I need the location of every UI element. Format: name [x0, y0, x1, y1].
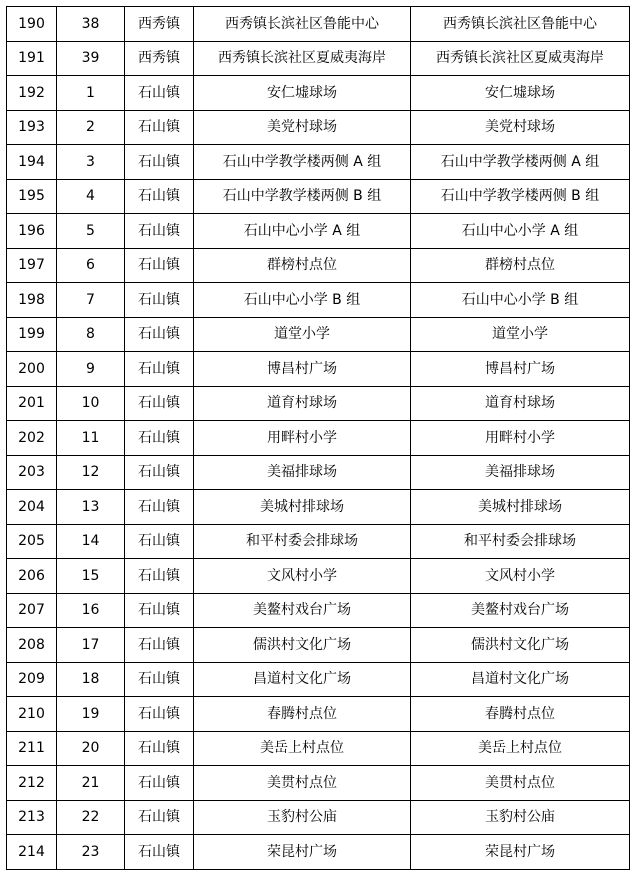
table-row [7, 490, 630, 525]
town-index-cell: 10 [57, 386, 125, 421]
row-number-cell: 199 [7, 317, 57, 352]
row-number-cell: 194 [7, 145, 57, 180]
site-name-cell: 西秀镇长滨社区夏威夷海岸 [411, 41, 630, 76]
table-row [7, 524, 630, 559]
town-cell: 石山镇 [125, 628, 194, 663]
site-cell: 西秀镇长滨社区鲁能中心 [194, 7, 411, 42]
site-name-cell: 道育村球场 [411, 386, 630, 421]
site-name-cell: 荣昆村广场 [411, 835, 630, 870]
site-name-cell: 道堂小学 [411, 317, 630, 352]
town-cell: 石山镇 [125, 455, 194, 490]
site-cell: 美城村排球场 [194, 490, 411, 525]
town-cell: 西秀镇 [125, 7, 194, 42]
town-cell: 石山镇 [125, 524, 194, 559]
town-index-cell: 13 [57, 490, 125, 525]
town-index-cell: 12 [57, 455, 125, 490]
table-row [7, 421, 630, 456]
site-cell: 和平村委会排球场 [194, 524, 411, 559]
site-cell: 道堂小学 [194, 317, 411, 352]
site-cell: 美福排球场 [194, 455, 411, 490]
row-number-cell: 198 [7, 283, 57, 318]
town-cell: 石山镇 [125, 179, 194, 214]
table-row [7, 697, 630, 732]
town-cell: 石山镇 [125, 766, 194, 801]
town-cell: 石山镇 [125, 593, 194, 628]
town-index-cell: 39 [57, 41, 125, 76]
row-number-cell: 214 [7, 835, 57, 870]
row-number-cell: 203 [7, 455, 57, 490]
town-cell: 石山镇 [125, 697, 194, 732]
site-cell: 美贯村点位 [194, 766, 411, 801]
site-cell: 石山中学教学楼两侧 B 组 [194, 179, 411, 214]
row-number-cell: 210 [7, 697, 57, 732]
site-name-cell: 美岳上村点位 [411, 731, 630, 766]
row-number-cell: 200 [7, 352, 57, 387]
site-name-cell: 美贯村点位 [411, 766, 630, 801]
row-number-cell: 197 [7, 248, 57, 283]
table-row [7, 800, 630, 835]
town-cell: 石山镇 [125, 110, 194, 145]
site-name-cell: 美党村球场 [411, 110, 630, 145]
table-row [7, 110, 630, 145]
table-row [7, 317, 630, 352]
town-index-cell: 16 [57, 593, 125, 628]
site-name-cell: 儒洪村文化广场 [411, 628, 630, 663]
town-index-cell: 18 [57, 662, 125, 697]
town-index-cell: 19 [57, 697, 125, 732]
town-cell: 石山镇 [125, 317, 194, 352]
table-row [7, 593, 630, 628]
row-number-cell: 195 [7, 179, 57, 214]
site-cell: 石山中学教学楼两侧 A 组 [194, 145, 411, 180]
town-cell: 石山镇 [125, 386, 194, 421]
site-name-cell: 美鳌村戏台广场 [411, 593, 630, 628]
table-row [7, 145, 630, 180]
table-row [7, 628, 630, 663]
site-name-cell: 石山中心小学 B 组 [411, 283, 630, 318]
site-cell: 用畔村小学 [194, 421, 411, 456]
town-cell: 石山镇 [125, 283, 194, 318]
table-row [7, 248, 630, 283]
site-name-cell: 西秀镇长滨社区鲁能中心 [411, 7, 630, 42]
row-number-cell: 213 [7, 800, 57, 835]
row-number-cell: 190 [7, 7, 57, 42]
table-row [7, 386, 630, 421]
table-row [7, 455, 630, 490]
row-number-cell: 212 [7, 766, 57, 801]
table-row [7, 179, 630, 214]
town-index-cell: 11 [57, 421, 125, 456]
site-cell: 西秀镇长滨社区夏威夷海岸 [194, 41, 411, 76]
site-cell: 儒洪村文化广场 [194, 628, 411, 663]
row-number-cell: 209 [7, 662, 57, 697]
town-cell: 石山镇 [125, 835, 194, 870]
table-row [7, 352, 630, 387]
site-cell: 荣昆村广场 [194, 835, 411, 870]
town-index-cell: 20 [57, 731, 125, 766]
row-number-cell: 191 [7, 41, 57, 76]
table-row [7, 76, 630, 111]
row-number-cell: 206 [7, 559, 57, 594]
site-cell: 玉豹村公庙 [194, 800, 411, 835]
site-cell: 安仁墟球场 [194, 76, 411, 111]
row-number-cell: 201 [7, 386, 57, 421]
town-cell: 石山镇 [125, 490, 194, 525]
site-name-cell: 群榜村点位 [411, 248, 630, 283]
row-number-cell: 204 [7, 490, 57, 525]
town-index-cell: 7 [57, 283, 125, 318]
town-cell: 石山镇 [125, 421, 194, 456]
town-cell: 石山镇 [125, 559, 194, 594]
town-cell: 石山镇 [125, 248, 194, 283]
table-row [7, 7, 630, 42]
town-index-cell: 1 [57, 76, 125, 111]
town-index-cell: 3 [57, 145, 125, 180]
site-name-cell: 安仁墟球场 [411, 76, 630, 111]
site-cell: 石山中心小学 B 组 [194, 283, 411, 318]
row-number-cell: 205 [7, 524, 57, 559]
site-cell: 文风村小学 [194, 559, 411, 594]
town-index-cell: 15 [57, 559, 125, 594]
town-index-cell: 23 [57, 835, 125, 870]
table-row [7, 283, 630, 318]
town-index-cell: 5 [57, 214, 125, 249]
site-name-cell: 玉豹村公庙 [411, 800, 630, 835]
site-name-cell: 美城村排球场 [411, 490, 630, 525]
site-name-cell: 美福排球场 [411, 455, 630, 490]
site-cell: 美鳌村戏台广场 [194, 593, 411, 628]
town-cell: 石山镇 [125, 145, 194, 180]
site-cell: 群榜村点位 [194, 248, 411, 283]
town-index-cell: 6 [57, 248, 125, 283]
town-index-cell: 17 [57, 628, 125, 663]
town-index-cell: 38 [57, 7, 125, 42]
site-cell: 昌道村文化广场 [194, 662, 411, 697]
table-row [7, 731, 630, 766]
site-cell: 美岳上村点位 [194, 731, 411, 766]
table-row [7, 835, 630, 870]
table-row [7, 214, 630, 249]
town-cell: 石山镇 [125, 76, 194, 111]
table-row [7, 766, 630, 801]
site-name-cell: 石山中学教学楼两侧 A 组 [411, 145, 630, 180]
town-cell: 西秀镇 [125, 41, 194, 76]
table-body [7, 7, 630, 870]
site-name-cell: 文风村小学 [411, 559, 630, 594]
table-row [7, 559, 630, 594]
town-cell: 石山镇 [125, 214, 194, 249]
site-name-cell: 用畔村小学 [411, 421, 630, 456]
town-index-cell: 22 [57, 800, 125, 835]
town-index-cell: 21 [57, 766, 125, 801]
table-row [7, 662, 630, 697]
row-number-cell: 207 [7, 593, 57, 628]
town-index-cell: 9 [57, 352, 125, 387]
site-name-cell: 博昌村广场 [411, 352, 630, 387]
town-cell: 石山镇 [125, 731, 194, 766]
table-row [7, 41, 630, 76]
site-name-cell: 石山中学教学楼两侧 B 组 [411, 179, 630, 214]
site-cell: 美党村球场 [194, 110, 411, 145]
row-number-cell: 192 [7, 76, 57, 111]
row-number-cell: 196 [7, 214, 57, 249]
site-name-cell: 和平村委会排球场 [411, 524, 630, 559]
site-name-cell: 石山中心小学 A 组 [411, 214, 630, 249]
row-number-cell: 211 [7, 731, 57, 766]
row-number-cell: 193 [7, 110, 57, 145]
town-cell: 石山镇 [125, 662, 194, 697]
site-cell: 石山中心小学 A 组 [194, 214, 411, 249]
town-cell: 石山镇 [125, 352, 194, 387]
location-table [6, 6, 630, 870]
town-index-cell: 8 [57, 317, 125, 352]
site-name-cell: 昌道村文化广场 [411, 662, 630, 697]
town-cell: 石山镇 [125, 800, 194, 835]
site-cell: 道育村球场 [194, 386, 411, 421]
town-index-cell: 2 [57, 110, 125, 145]
town-index-cell: 14 [57, 524, 125, 559]
site-cell: 博昌村广场 [194, 352, 411, 387]
row-number-cell: 202 [7, 421, 57, 456]
town-index-cell: 4 [57, 179, 125, 214]
row-number-cell: 208 [7, 628, 57, 663]
site-cell: 春腾村点位 [194, 697, 411, 732]
site-name-cell: 春腾村点位 [411, 697, 630, 732]
